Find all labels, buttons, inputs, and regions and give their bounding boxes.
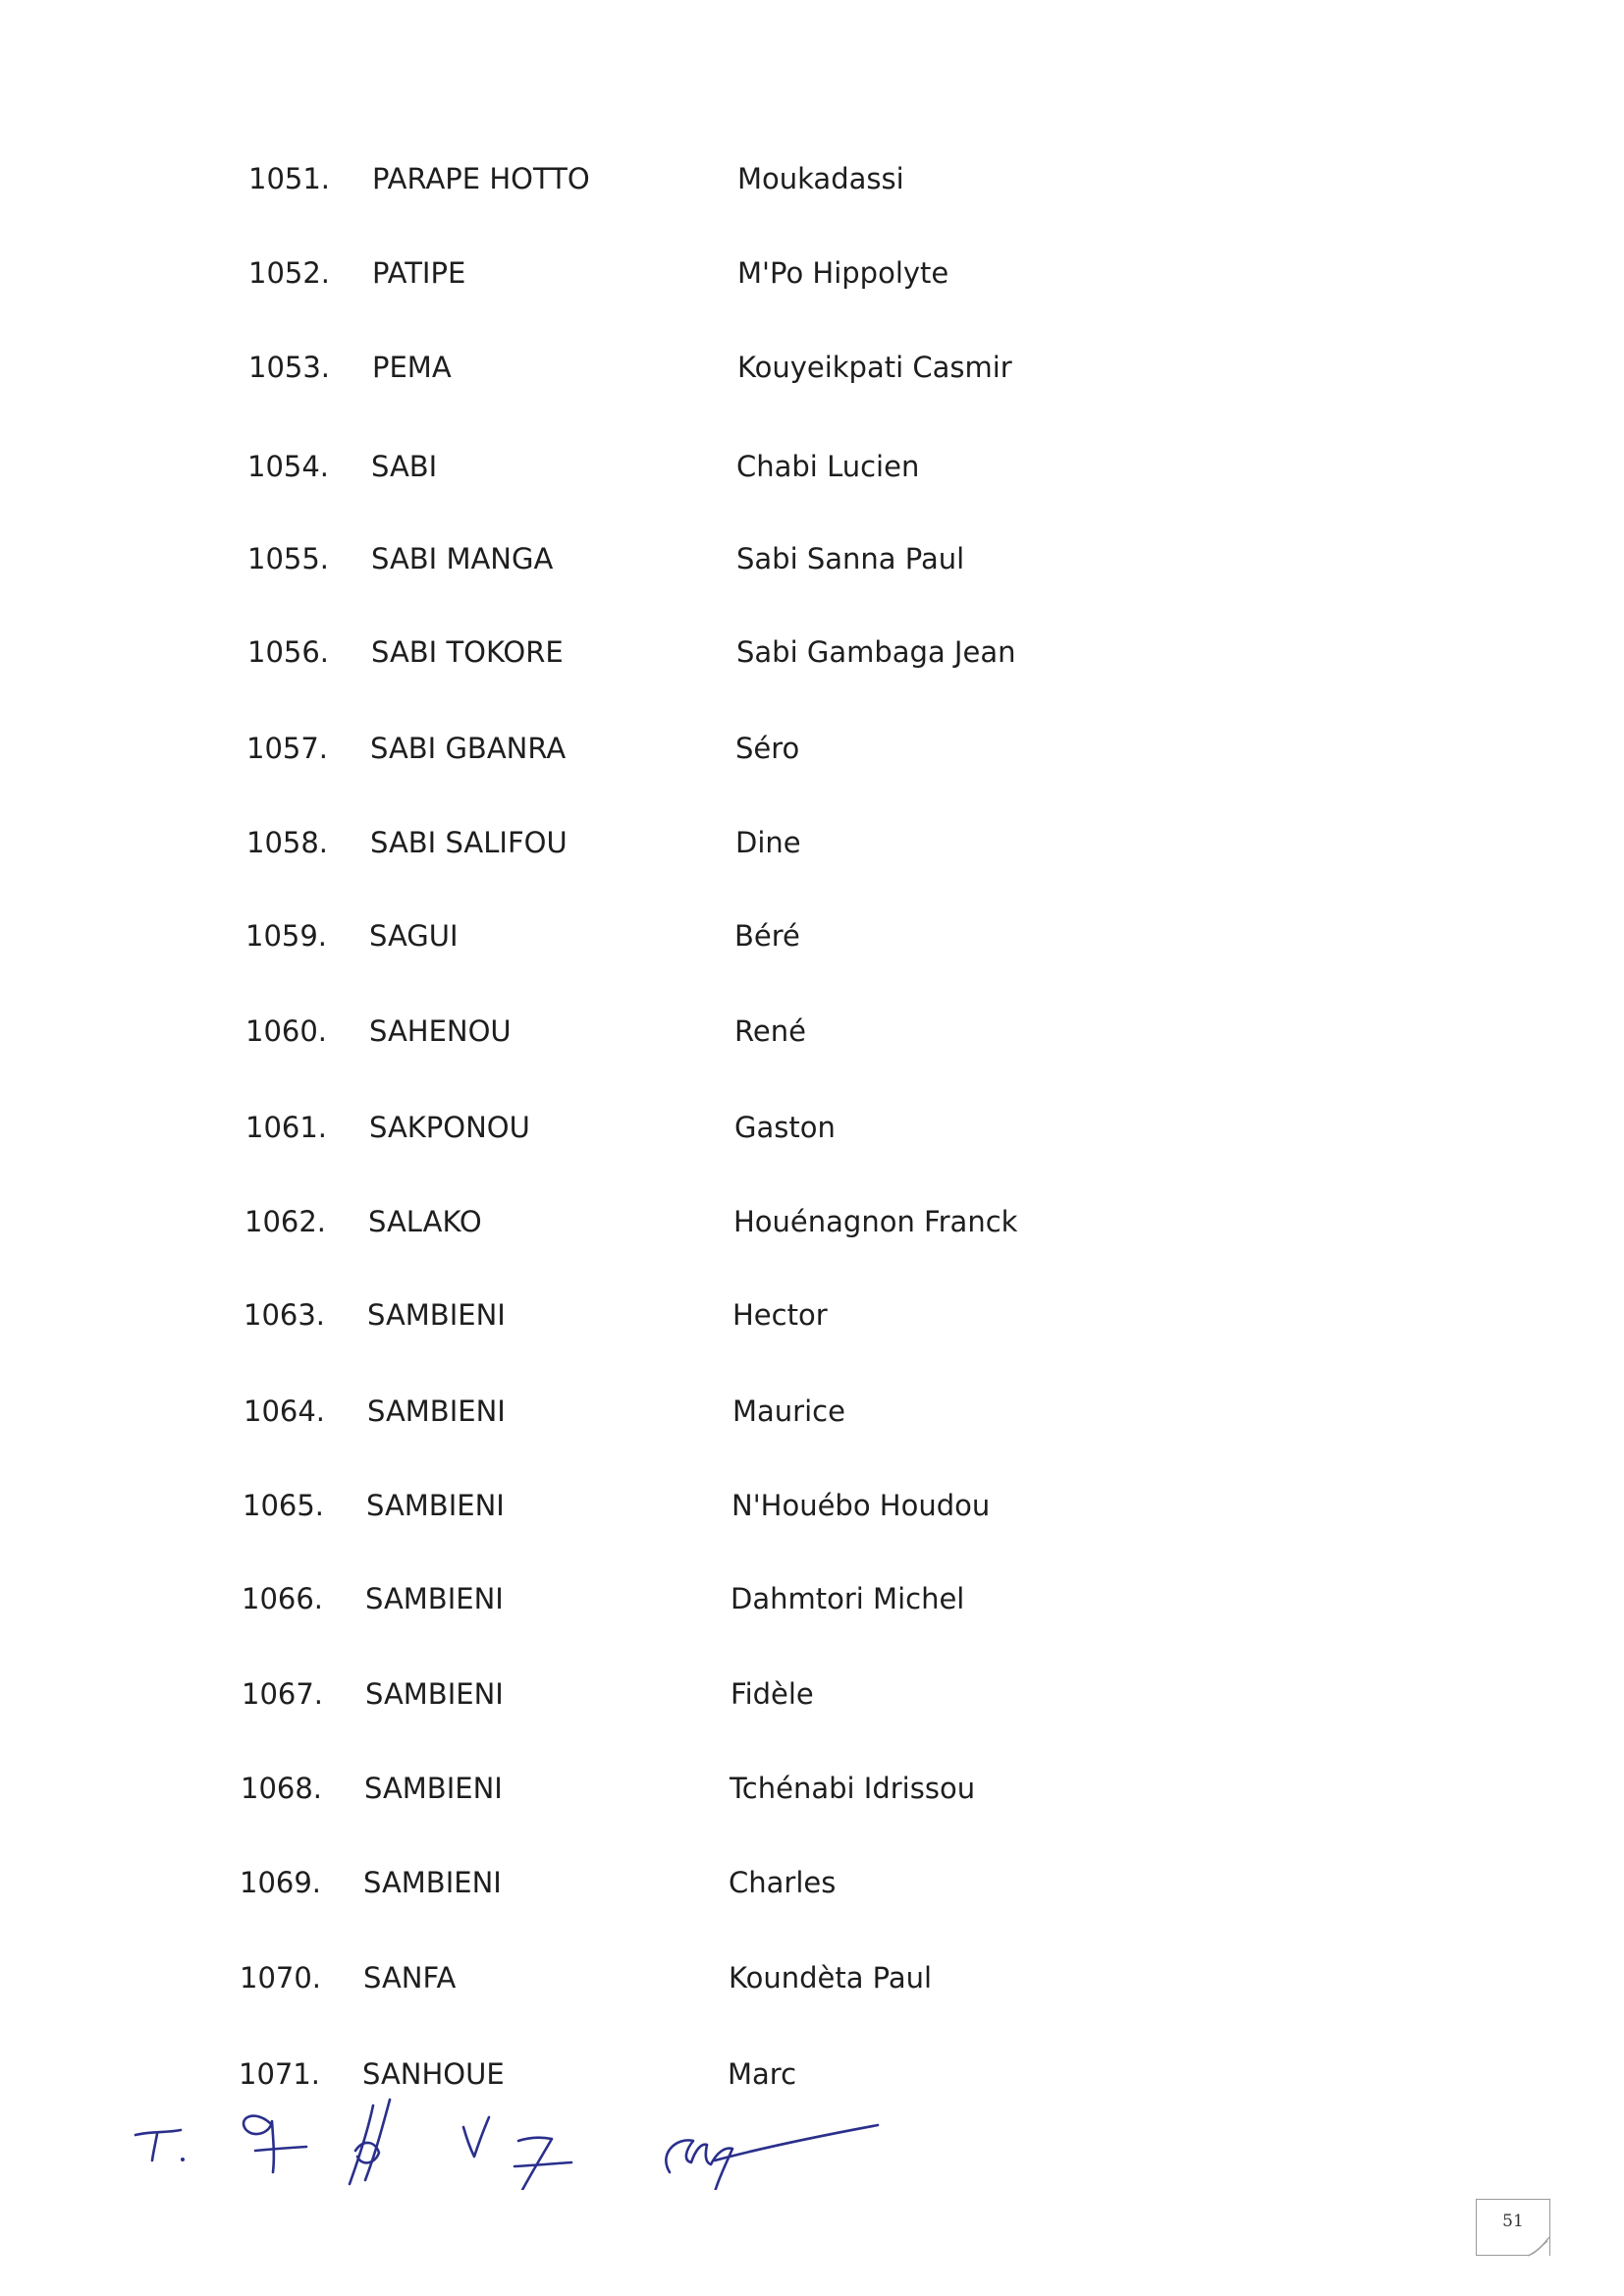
entry-first-name: René (734, 1014, 806, 1048)
entry-last-name: PEMA (372, 351, 452, 384)
entry-number: 1051. (248, 162, 331, 195)
entry-first-name: N'Houébo Houdou (731, 1489, 991, 1522)
entry-number: 1055. (247, 542, 330, 575)
entry-last-name: SABI MANGA (371, 542, 554, 575)
entry-number: 1063. (244, 1298, 326, 1332)
entry-number: 1058. (246, 826, 329, 859)
entry-number: 1059. (245, 919, 328, 953)
entry-first-name: Tchénabi Idrissou (730, 1772, 976, 1805)
entry-first-name: Sabi Sanna Paul (736, 542, 965, 575)
handwritten-initials (118, 2082, 884, 2190)
entry-last-name: SAMBIENI (363, 1866, 502, 1899)
entry-last-name: SAMBIENI (367, 1298, 506, 1332)
entry-last-name: PARAPE HOTTO (372, 162, 590, 195)
entry-number: 1056. (247, 635, 330, 669)
entry-first-name: Sabi Gambaga Jean (736, 635, 1016, 669)
entry-last-name: PATIPE (372, 256, 466, 290)
entry-first-name: Gaston (734, 1111, 836, 1144)
entry-first-name: Moukadassi (737, 162, 904, 195)
entry-number: 1061. (245, 1111, 328, 1144)
entry-first-name: Maurice (732, 1394, 845, 1428)
entry-last-name: SABI TOKORE (371, 635, 564, 669)
entry-number: 1068. (241, 1772, 323, 1805)
entry-first-name: M'Po Hippolyte (737, 256, 949, 290)
entry-last-name: SAMBIENI (365, 1582, 504, 1615)
entry-number: 1065. (243, 1489, 325, 1522)
page-number: 51 (1502, 2212, 1524, 2231)
entry-number: 1066. (242, 1582, 324, 1615)
entry-first-name: Marc (728, 2057, 797, 2091)
entry-number: 1069. (240, 1866, 322, 1899)
entry-first-name: Séro (735, 732, 800, 765)
entry-last-name: SAMBIENI (367, 1394, 506, 1428)
entry-last-name: SAMBIENI (365, 1677, 504, 1711)
entry-number: 1070. (240, 1961, 322, 1995)
entry-first-name: Dahmtori Michel (731, 1582, 965, 1615)
entry-last-name: SAMBIENI (366, 1489, 505, 1522)
entry-last-name: SANHOUE (362, 2057, 505, 2091)
page-number-box (1476, 2199, 1550, 2256)
entry-last-name: SABI (371, 450, 438, 483)
entry-first-name: Charles (729, 1866, 837, 1899)
entry-last-name: SAHENOU (369, 1014, 512, 1048)
entry-first-name: Dine (735, 826, 801, 859)
entry-last-name: SAGUI (369, 919, 459, 953)
entry-last-name: SAKPONOU (369, 1111, 530, 1144)
entry-number: 1053. (248, 351, 331, 384)
entry-first-name: Hector (732, 1298, 828, 1332)
entry-last-name: SABI GBANRA (370, 732, 567, 765)
entry-number: 1060. (245, 1014, 328, 1048)
entry-first-name: Houénagnon Franck (733, 1205, 1018, 1238)
entry-last-name: SABI SALIFOU (370, 826, 568, 859)
entry-number: 1064. (244, 1394, 326, 1428)
entry-number: 1054. (247, 450, 330, 483)
entry-first-name: Béré (734, 919, 800, 953)
entry-first-name: Koundèta Paul (729, 1961, 933, 1995)
entry-number: 1067. (242, 1677, 324, 1711)
entry-last-name: SALAKO (368, 1205, 482, 1238)
entry-last-name: SAMBIENI (364, 1772, 503, 1805)
entry-first-name: Fidèle (731, 1677, 814, 1711)
entry-number: 1071. (239, 2057, 321, 2091)
entry-number: 1052. (248, 256, 331, 290)
page-curl-icon (1526, 2235, 1551, 2257)
entry-first-name: Kouyeikpati Casmir (737, 351, 1012, 384)
entry-number: 1062. (244, 1205, 327, 1238)
entry-last-name: SANFA (363, 1961, 457, 1995)
entry-number: 1057. (246, 732, 329, 765)
entry-first-name: Chabi Lucien (736, 450, 920, 483)
